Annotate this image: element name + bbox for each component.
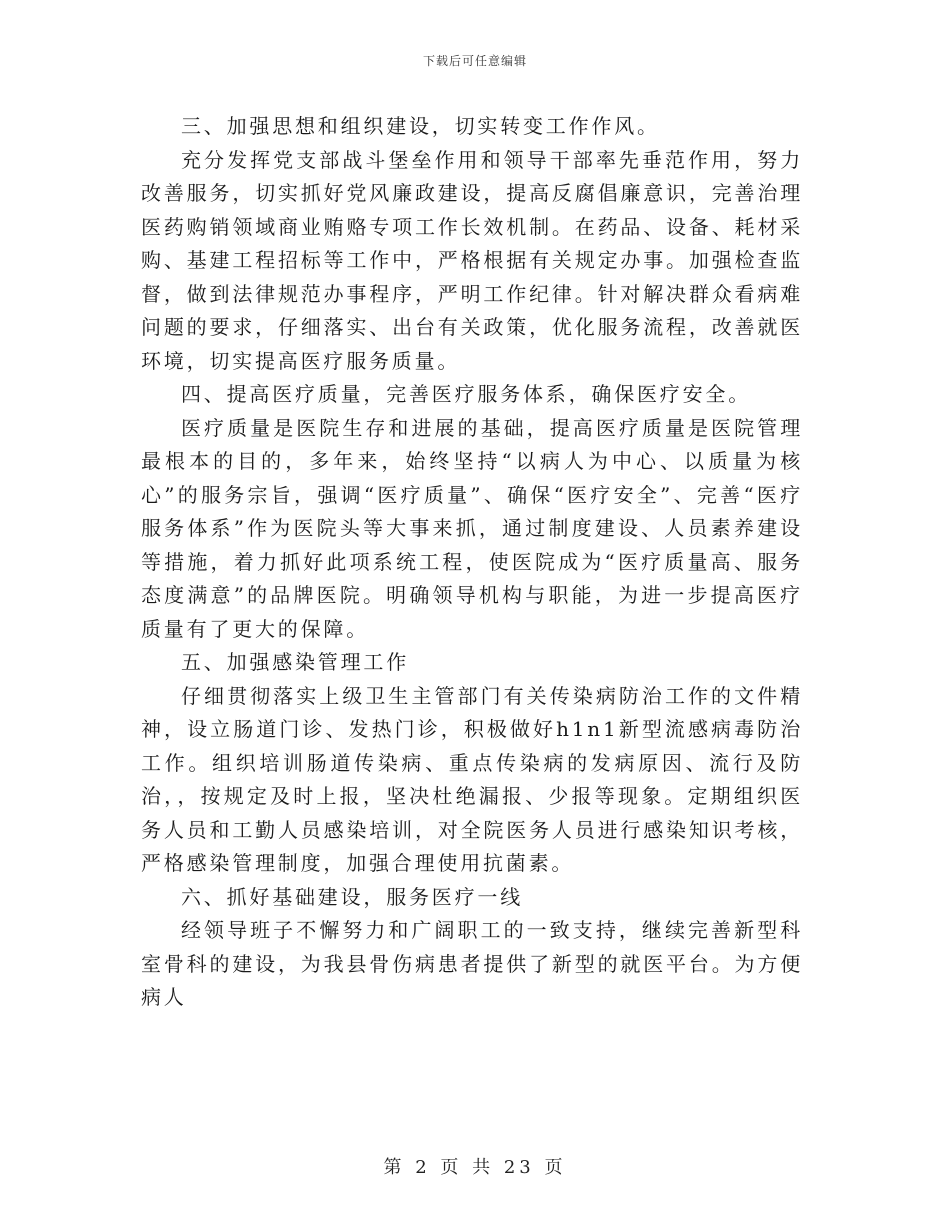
section-heading: 五、加强感染管理工作 [181, 650, 409, 674]
document-body [141, 110, 803, 1015]
header-note: 下载后可任意编辑 [422, 54, 527, 68]
section-paragraph: 经领导班子不懈努力和广阔职工的一致支持，继续完善新型科室骨科的建设，为我县骨伤病患者提供了新型的就医平台。为方便病人 [141, 918, 803, 1009]
section-paragraph: 医疗质量是医院生存和进展的基础，提高医疗质量是医院管理最根本的目的，多年来，始终坚持“以病人为中心、以质量为核心”的服务宗旨，强调“医疗质量”、确保“医疗安全”、完善“医疗服务体系”作为医院头等大事来抓，通过制度建设、人员素养建设等措施，着力抓好此项系统工程，使医院成为“医疗质量高、服务态度满意”的品牌医院。明确领导机构与职能，为进一步提高医疗质量有了更大的保障。 [141, 415, 803, 641]
section-paragraph: 仔细贯彻落实上级卫生主管部门有关传染病防治工作的文件精神，设立肠道门诊、发热门诊，积极做好h1n1新型流感病毒防治工作。组织培训肠道传染病、重点传染病的发病原因、流行及防治，，按规定及时上报，坚决杜绝漏报、少报等现象。定期组织医务人员和工勤人员感染培训，对全院医务人员进行感染知识考核，严格感染管理制度，加强合理使用抗菌素。 [141, 683, 803, 875]
section-heading: 三、加强思想和组织建设，切实转变工作作风。 [181, 114, 660, 138]
page-number: 第 2 页 共 23 页 [383, 1157, 567, 1178]
section-heading: 四、提高医疗质量，完善医疗服务体系，确保医疗安全。 [181, 382, 751, 406]
section-heading: 六、抓好基础建设，服务医疗一线 [181, 884, 523, 909]
section-paragraph: 充分发挥党支部战斗堡垒作用和领导干部率先垂范作用，努力改善服务，切实抓好党风廉政建设，提高反腐倡廉意识，完善治理医药购销领域商业贿赂专项工作长效机制。在药品、设备、耗材采购、基建工程招标等工作中，严格根据有关规定办事。加强检查监督，做到法律规范办事程序，严明工作纪律。针对解决群众看病难问题的要求，仔细落实、出台有关政策，优化服务流程，改善就医环境，切实提高医疗服务质量。 [141, 147, 803, 373]
